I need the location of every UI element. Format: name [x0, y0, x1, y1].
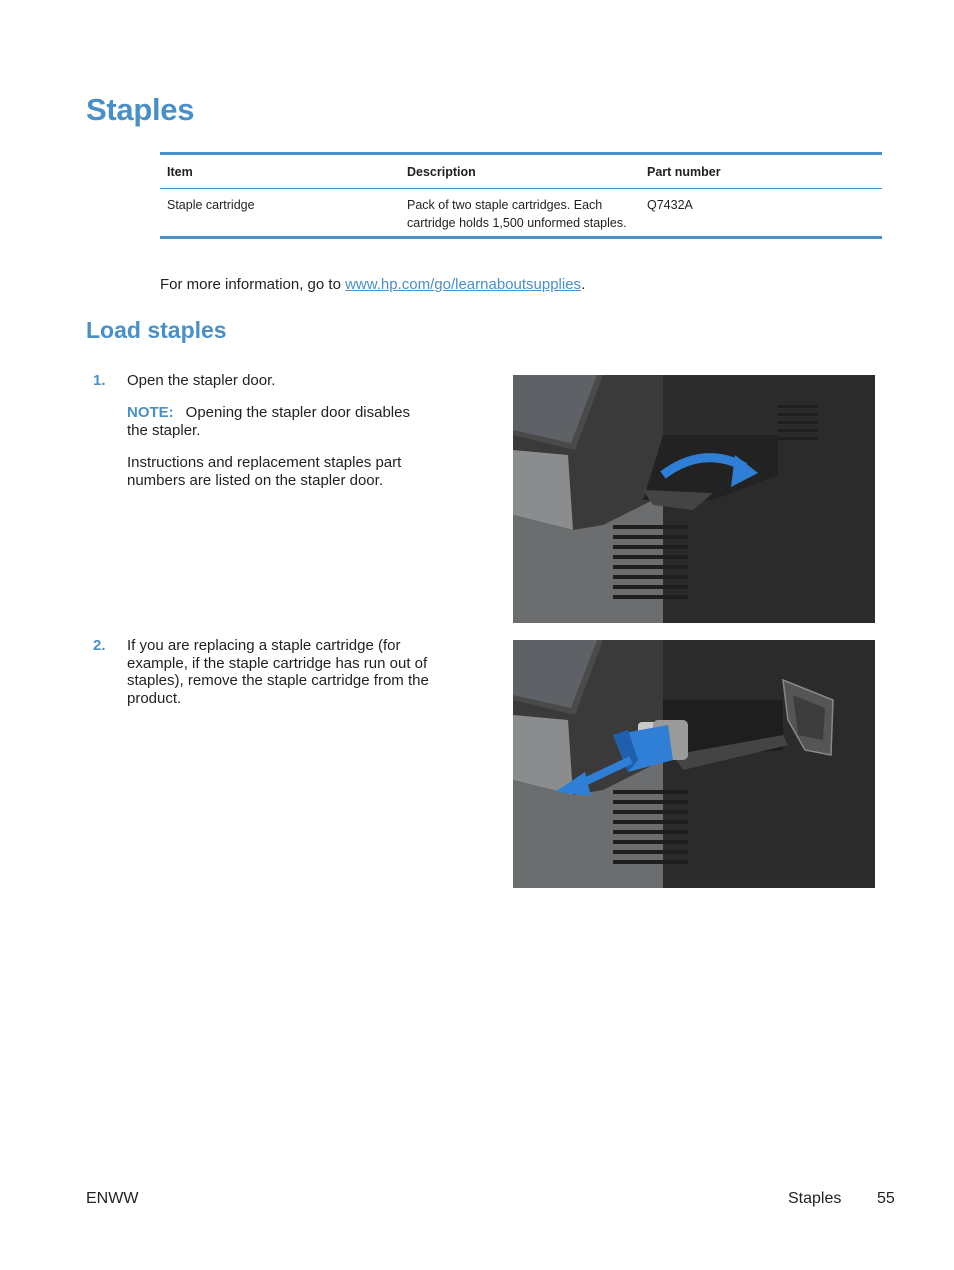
footer-section: Staples	[788, 1190, 842, 1207]
cell-description	[400, 196, 640, 236]
step-text-line: staples), remove the staple cartridge from the	[127, 672, 429, 689]
more-info-text	[160, 276, 585, 293]
supplies-link[interactable]: www.hp.com/go/learnaboutsupplies	[345, 276, 582, 293]
more-info-suffix: .	[581, 276, 586, 293]
instructions-line: numbers are listed on the stapler door.	[127, 471, 383, 489]
step-number: 2.	[93, 637, 106, 654]
cell-description-line: Pack of two staple cartridges. Each	[407, 198, 603, 212]
step-text-line: example, if the staple cartridge has run out of	[127, 654, 428, 672]
remove-cartridge-illustration	[513, 640, 875, 888]
note-label: NOTE:	[127, 404, 174, 421]
header-item: Item	[167, 164, 193, 179]
cell-description-line: cartridge holds 1,500 unformed staples.	[407, 216, 627, 230]
table-row	[160, 189, 882, 236]
section-title: Load staples	[86, 317, 227, 343]
header-description: Description	[407, 164, 476, 179]
step-number: 1.	[93, 372, 106, 389]
more-info-prefix: For more information, go to	[160, 276, 346, 293]
header-part-number: Part number	[647, 164, 721, 179]
step-text-line: If you are replacing a staple cartridge (for	[127, 637, 401, 654]
footer-left: ENWW	[86, 1190, 139, 1207]
page-title: Staples	[86, 92, 195, 127]
cell-part-number: Q7432A	[647, 198, 693, 212]
instructions-text	[127, 454, 449, 489]
instructions-line: Instructions and replacement staples part	[127, 454, 402, 471]
supplies-table	[160, 152, 882, 239]
table-bottom-rule	[160, 236, 882, 239]
table-header-row	[160, 155, 882, 188]
note-text: Opening the stapler door disables	[185, 404, 410, 421]
note-block	[127, 404, 449, 439]
cell-item: Staple cartridge	[167, 198, 255, 212]
step-text-line: product.	[127, 689, 182, 707]
step-text	[127, 637, 449, 707]
stapler-door-illustration	[513, 375, 875, 623]
page-number: 55	[877, 1190, 895, 1207]
step-text: Open the stapler door.	[127, 372, 276, 389]
note-text: the stapler.	[127, 421, 201, 439]
